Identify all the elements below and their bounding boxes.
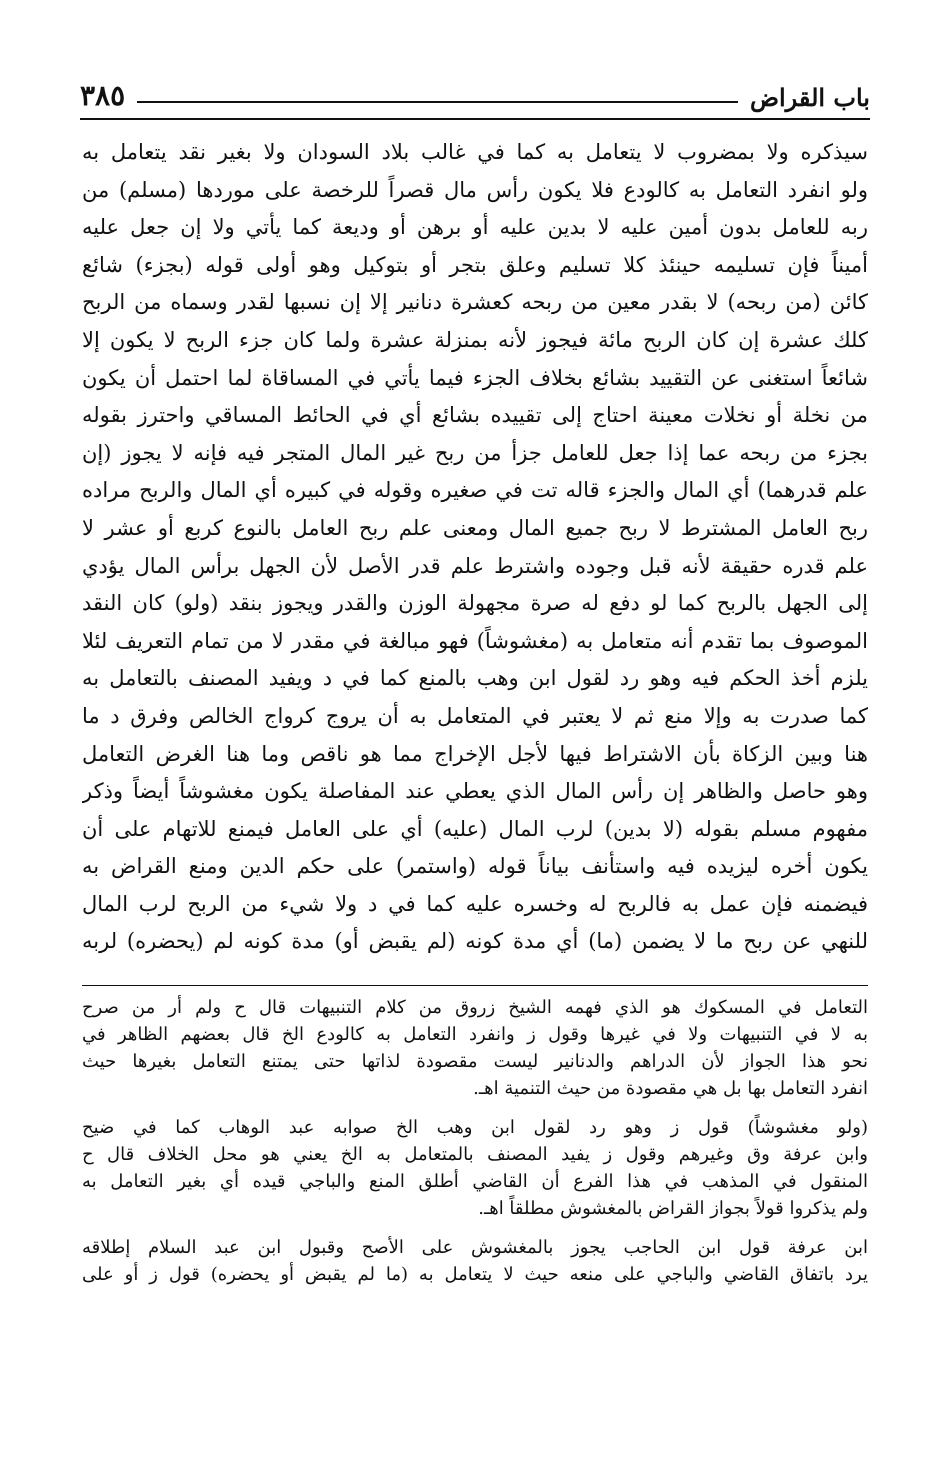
text-line: يكون أخره ليزيده فيه واستأنف بياناً قوله (واستمر) على حكم الدين ومنع القراض به — [82, 854, 868, 879]
footnote-line: انفرد التعامل بها بل هي مقصودة من حيث التنمية اهـ. — [473, 1078, 868, 1099]
text-line: للنهي عن ربح ما لا يضمن (ما) أي مدة كونه (لم يقبض أو) مدة كونه لم (يحضره) لربه — [82, 929, 868, 954]
header-rule — [137, 101, 738, 103]
text-line: سيذكره ولا بمضروب لا يتعامل به كما في غالب بلاد السودان ولا بغير نقد يتعامل به — [82, 140, 868, 164]
text-line: كما صدرت به وإلا منع ثم لا يعتبر في المتعامل به أن يروج كرواج الخالص وفرق د ما — [82, 703, 868, 728]
text-line: بجزء من ربحه عما إذا جعل للعامل جزأ من ربح غير المال المتجر فيه فإنه لا يجوز (إن — [82, 440, 868, 465]
header-divider — [80, 118, 870, 120]
text-line: من نخلة أو نخلات معينة احتاج إلى تقييده بشائع أي في الحائط المساقي واحترز بقوله — [82, 403, 868, 428]
text-line: الموصوف بما تقدم أنه متعامل به (مغشوشاً) فهو مبالغة في مقدر لا من تمام التعريف لئلا — [82, 628, 868, 653]
text-line: كلك عشرة إن كان الربح مائة فيجوز لأنه بمنزلة عشرة ولما كان جزء الربح لا يكون إلا — [82, 327, 868, 352]
text-line: كائن (من ربحه) لا بقدر معين من ربحه كعشرة دنانير إلا إن نسبها لقدر وسماه من الربح — [82, 290, 868, 315]
footnote-line: ابن عرفة قول ابن الحاجب يجوز بالمغشوش على الأصح وقبول ابن عبد السلام إطلاقه — [82, 1237, 868, 1258]
text-line: إلى الجهل بالربح كما لو دفع له صرة مجهولة الوزن والقدر ويجوز بنقد (ولو) كان النقد — [82, 591, 868, 616]
text-line: مفهوم مسلم بقوله (لا بدين) لرب المال (عليه) أي على العامل فيمنع للاتهام على أن — [82, 816, 868, 841]
text-line: أميناً فإن تسليمه حينئذ كلا تسليم وعلق بتجر أو بتوكيل وهو أولى قوله (بجزء) شائع — [82, 252, 868, 277]
text-line: ربه للعامل بدون أمين عليه لا بدين عليه أو برهن أو وديعة كما يأتي ولا إن جعل عليه — [82, 215, 868, 240]
text-line: هنا وبين الزكاة بأن الاشتراط فيها لأجل الإخراج مما هو ناقص وما هنا الغرض التعامل — [82, 741, 868, 766]
footnote-line: المنقول في المذهب في هذا الفرع أن القاضي أطلق المنع والباجي قيده أي بغير التعامل به — [82, 1171, 868, 1192]
chapter-title: باب القراض — [750, 83, 870, 112]
text-line: علم قدره حقيقة لأنه قبل وجوده واشترط علم قدر الأصل لأن الجهل برأس المال يؤدي — [82, 553, 868, 578]
text-line: يلزم أخذ الحكم فيه وهو رد لقول ابن وهب بالمنع كما في د ويفيد المصنف بالتعامل به — [82, 666, 868, 691]
page-number: ٣٨٥ — [80, 79, 126, 112]
footnote-paragraph — [82, 994, 868, 1102]
main-text — [82, 134, 868, 961]
footnote-line: التعامل في المسكوك هو الذي فهمه الشيخ زروق من كلام التنبيهات قال ح ولم أر من صرح — [82, 997, 868, 1018]
footnote-line: وابن عرفة وق وغيرهم وقول ز يفيد المصنف بالمتعامل به الخ يعني هو محل الخلاف قال ح — [82, 1144, 868, 1165]
footnote-line: يرد باتفاق القاضي والباجي على منعه حيث لا يتعامل به (ما لم يقبض أو يحضره) قول ز أو على — [82, 1264, 868, 1285]
footnote-line: ولم يذكروا قولاً بجواز القراض بالمغشوش مطلقاً اهـ. — [478, 1198, 868, 1219]
text-line: علم قدرهما) أي المال والجزء قاله تت في صغيره وقوله في كبيره أي المال والربح مراده — [82, 478, 868, 503]
footnote-paragraph — [82, 1234, 868, 1288]
text-line: وهو حاصل والظاهر إن رأس المال الذي يعطي عند المفاصلة يكون مغشوشاً أيضاً وذكر — [82, 779, 868, 804]
footnote-line: (ولو مغشوشاً) قول ز وهو رد لقول ابن وهب الخ صوابه عبد الوهاب كما في ضيح — [82, 1117, 868, 1138]
text-line: ربح العامل المشترط لا ربح جميع المال ومعنى علم ربح العامل بالنوع كربع أو عشر لا — [82, 515, 868, 540]
text-line: فيضمنه فإن عمل به فالربح له وخسره عليه كما في د ولا شيء من الربح لرب المال — [82, 891, 868, 916]
text-line: ولو انفرد التعامل به كالودع فلا يكون رأس مال قصراً للرخصة على موردها (مسلم) من — [82, 177, 868, 202]
page-header — [80, 72, 870, 112]
footnote-line: به لا في التنبيهات ولا في غيرها وقول ز وانفرد التعامل به كالودع الخ قال بعضهم الظاهر في — [82, 1024, 868, 1045]
footnote-divider — [82, 985, 868, 986]
footnote-line: نحو هذا الجواز لأن الدراهم والدنانير ليست مقصودة لذاتها حتى يمتنع التعامل بغيرها حيث — [82, 1051, 868, 1072]
footnote-paragraph — [82, 1114, 868, 1222]
text-line: شائعاً استغنى عن التقييد بشائع بخلاف الجزء فيما يأتي في المساقاة لما احتمل أن يكون — [82, 365, 868, 390]
footnotes — [82, 994, 868, 1300]
